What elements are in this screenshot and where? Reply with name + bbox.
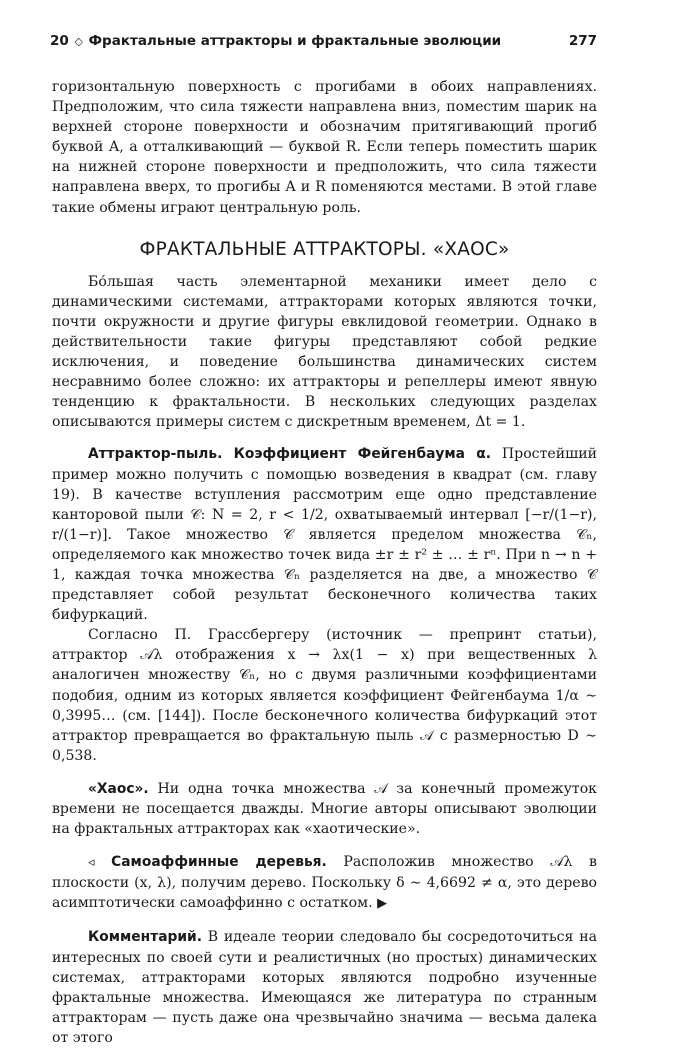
paragraph-trees bbox=[52, 852, 597, 914]
section-title: ФРАКТАЛЬНЫЕ АТТРАКТОРЫ. «ХАОС» bbox=[139, 238, 510, 260]
comment-text: В идеале теории следовало бы сосредоточиться на интересных по своей сути и реалистичных (но простых) динамических системах, аттракторами которых являются подробно изученные фрактальные множества. Имеющаяся же литература по странным аттракторам — пусть даже она чрезвычайно значима — весьма далека от этого bbox=[52, 929, 597, 1046]
chapter-header bbox=[50, 33, 501, 49]
trees-text: Расположив множество 𝒜λ в плоскости (x, λ), получим дерево. Поскольку δ ∼ 4,6692 ≠ α, это дерево асимптотически самоаффинно с остатком. bbox=[52, 854, 597, 912]
paragraph-intro: горизонтальную поверхность с прогибами в обоих направлениях. Предположим, что сила тяжести направлена вниз, поместим шарик на верхней стороне поверхности и обозначим притягивающий прогиб буквой A, а отталкивающий — буквой R. Если теперь поместить шарик на нижней стороне поверхности и предположить, что сила тяжести направлена вверх, то прогибы A и R поменяются местами. В этой главе такие обмены играют центральную роль. bbox=[52, 79, 597, 216]
paragraph-grassberger: Согласно П. Грассбергеру (источник — препринт статьи), аттрактор 𝒜λ отображения x → λx(1 − x) при вещественных λ аналогичен множеству 𝒞ₙ, но с двумя различными коэффициентами подобия, одним из которых является коэффициент Фейгенбаума 1/α ∼ 0,3995… (см. [144]). После бесконечного количества бифуркаций этот аттрактор превращается во фрактальную пыль 𝒜 с размерностью D ∼ 0,538. bbox=[52, 627, 597, 764]
triangle-right-icon: ▶ bbox=[377, 896, 388, 912]
dust-text: Простейший пример можно получить с помощью возведения в квадрат (см. главу 19). В качестве вступления рассмотрим еще одно представление канторовой пыли 𝒞: N = 2, r < 1/2, охватываемый интервал [−r/(1−r), r/(1−r)]. Такое множество 𝒞 является пределом множества 𝒞ₙ, определяемого как множество точек вида ±r ± r² ± … ± rⁿ. При n → n + 1, каждая точка множества 𝒞ₙ разделяется на две, а множество 𝒞 представляет собой результат бесконечного количества таких бифуркаций. bbox=[52, 446, 597, 624]
paragraph-comment bbox=[52, 927, 597, 1048]
comment-heading: Комментарий. bbox=[88, 929, 202, 946]
chaos-text: Ни одна точка множества 𝒜 за конечный промежуток времени не посещается дважды. Многие авторы описывают эволюции на фрактальных аттракторах как «хаотические». bbox=[52, 780, 597, 838]
dust-heading: Аттрактор-пыль. Коэффициент Фейгенбаума α. bbox=[88, 446, 491, 463]
page-number: 277 bbox=[568, 33, 597, 49]
chaos-heading: «Хаос». bbox=[88, 780, 149, 797]
chapter-title: Фрактальные аттракторы и фрактальные эволюции bbox=[88, 33, 502, 49]
paragraph-chaos bbox=[52, 779, 597, 839]
running-header bbox=[50, 33, 597, 55]
body-text bbox=[52, 77, 597, 1048]
trees-heading: Самоаффинные деревья. bbox=[111, 854, 327, 871]
paragraph-dust bbox=[52, 444, 597, 625]
chapter-number: 20 bbox=[50, 33, 69, 49]
paragraph-section: Бо́льшая часть элементарной механики имеет дело с динамическими системами, аттракторами которых являются точки, почти окружности и другие фигуры евклидовой геометрии. Однако в действительности такие фигуры представляют собой редкие исключения, и поведение большинства динамических систем несравнимо более сложно: их аттракторы и репеллеры имеют явную тенденцию к фрактальности. В нескольких следующих разделах описываются примеры систем с дискретным временем, Δt = 1. bbox=[52, 273, 597, 431]
diamond-icon: ◇ bbox=[74, 35, 83, 48]
triangle-left-icon: ◃ bbox=[88, 855, 95, 871]
